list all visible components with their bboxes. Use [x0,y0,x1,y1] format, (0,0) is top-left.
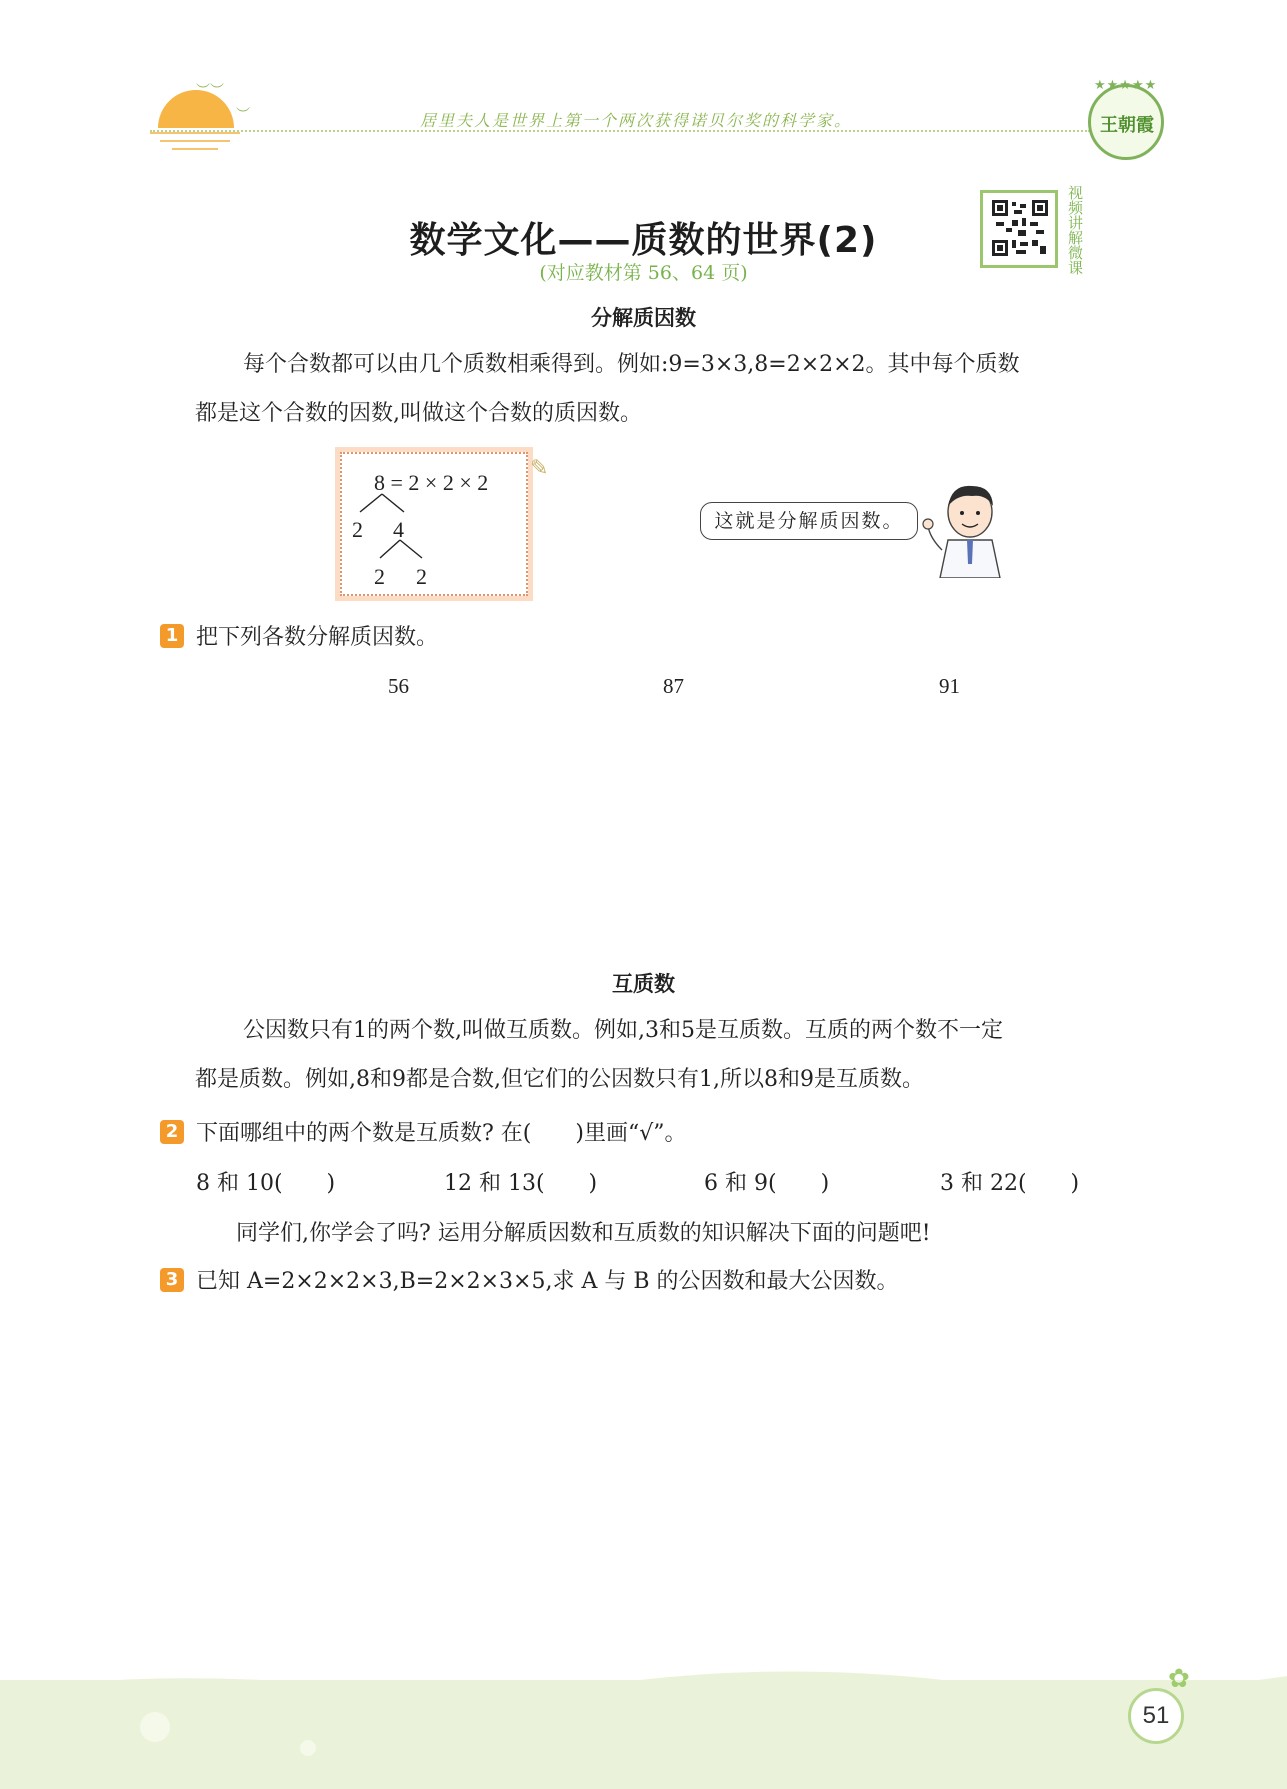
section-heading-coprime: 互质数 [612,972,675,996]
option-blank[interactable]: 12 和 13( ) [444,1171,598,1196]
horizon-line [150,132,240,134]
option-blank[interactable]: 6 和 9( ) [704,1171,830,1196]
page-subtitle: (对应教材第 56、64 页) [539,262,748,284]
factor-node: 4 [393,517,404,542]
paragraph-line: 都是质数。例如,8和9都是合数,但它们的公因数只有1,所以8和9是互质数。 [195,1067,924,1092]
number-to-factor: 87 [663,674,684,698]
horizon-line [160,140,230,142]
dolphin-icon: ✿ [1168,1664,1190,1694]
qr-caption: 视频讲解微课 [1068,184,1084,277]
bubble-decoration [140,1712,170,1742]
transition-text: 同学们,你学会了吗? 运用分解质因数和互质数的知识解决下面的问题吧! [236,1221,931,1246]
option-blank[interactable]: 8 和 10( ) [196,1171,336,1196]
factor-tree-lines [340,452,528,596]
bird-icon: ︶︶ [196,83,224,99]
paragraph-line: 都是这个合数的因数,叫做这个合数的质因数。 [195,401,642,426]
answer-area[interactable] [330,710,1150,940]
factor-node: 2 [374,564,385,589]
page-number: 51 [1128,1688,1184,1744]
question-number-badge: 2 [160,1120,184,1144]
speech-bubble: 这就是分解质因数。 [700,502,918,540]
bird-icon: ︶ [236,107,250,123]
paragraph-factorization [195,340,1165,438]
section-heading-factorization: 分解质因数 [591,306,696,330]
star-icons: ★★★★★ [1094,78,1158,93]
header-motto: 居里夫人是世界上第一个两次获得诺贝尔奖的科学家。 [420,111,853,130]
footer-band [0,1680,1287,1789]
bubble-decoration [300,1740,316,1756]
horizon-line [172,148,218,150]
teacher-icon [920,478,1020,578]
qr-code-icon[interactable] [992,200,1048,256]
factor-equation: 8 = 2 × 2 × 2 [374,470,489,495]
page-title: 数学文化——质数的世界(2) [409,220,878,261]
brand-logo-text: 王朝霞 [1100,115,1154,136]
question-number-badge: 1 [160,624,184,648]
number-to-factor: 56 [388,674,409,698]
paragraph-line: 每个合数都可以由几个质数相乘得到。例如:9=3×3,8=2×2×2。其中每个质数 [243,352,1020,377]
factor-node: 2 [416,564,427,589]
question-text: 把下列各数分解质因数。 [196,625,439,650]
number-to-factor: 91 [939,674,960,698]
question-text: 已知 A=2×2×2×3,B=2×2×3×5,求 A 与 B 的公因数和最大公因数。 [196,1269,899,1294]
question-number-badge: 3 [160,1268,184,1292]
factor-node: 2 [352,517,363,542]
answer-area[interactable] [196,1310,1156,1640]
pencil-icon: ✎ [530,456,549,481]
paragraph-line: 公因数只有1的两个数,叫做互质数。例如,3和5是互质数。互质的两个数不一定 [243,1018,1003,1043]
option-blank[interactable]: 3 和 22( ) [940,1171,1080,1196]
question-text: 下面哪组中的两个数是互质数? 在( )里画“√”。 [196,1121,687,1146]
paragraph-coprime [195,1006,1165,1104]
